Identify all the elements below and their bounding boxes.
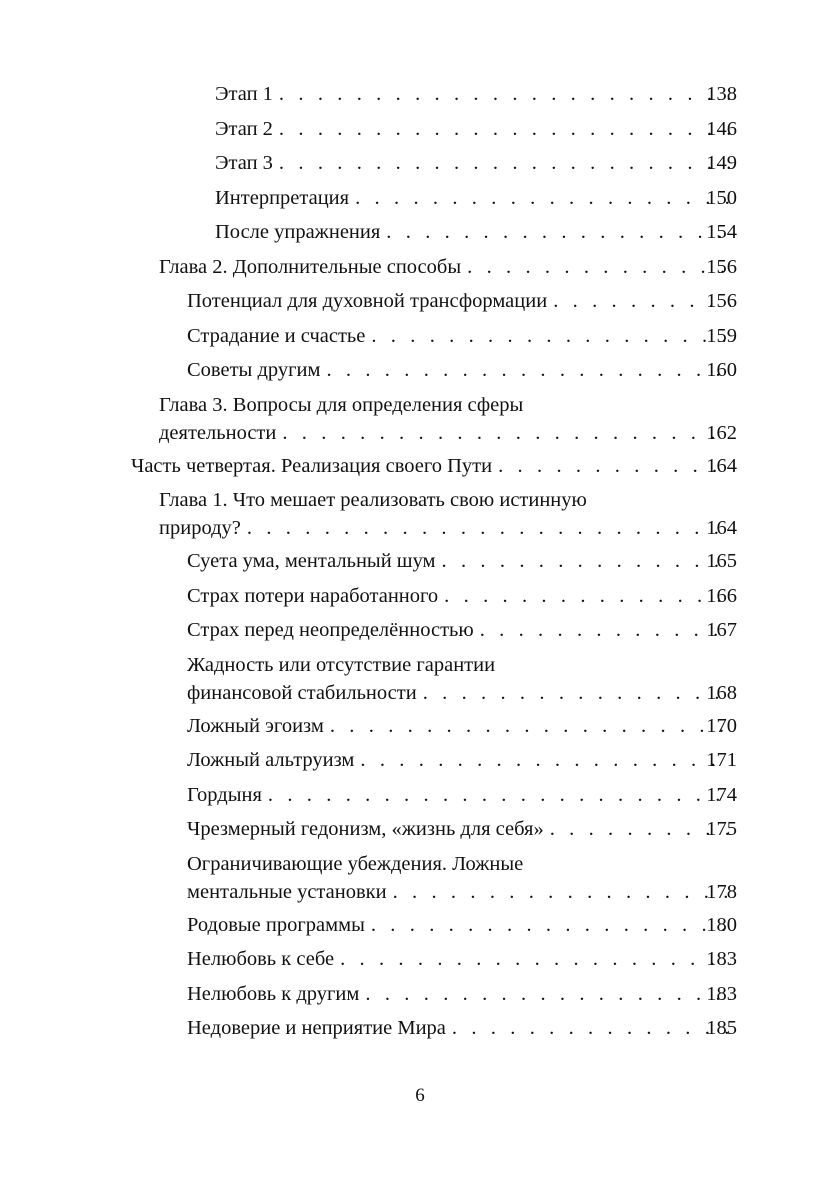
- toc-row: [131, 452, 737, 480]
- dot-leader: [360, 746, 731, 774]
- toc-entry-page: 170: [706, 714, 737, 737]
- toc-entry-title: Этап 3: [215, 152, 273, 174]
- toc-entry-page: 174: [706, 783, 737, 806]
- toc-entry-page: 150: [706, 186, 737, 209]
- toc-row: [215, 115, 737, 143]
- toc-entry-page: 164: [706, 517, 737, 539]
- dot-leader: [326, 356, 731, 384]
- toc-row: [187, 287, 737, 315]
- toc-row: [187, 547, 737, 575]
- toc-entry: [0, 582, 840, 610]
- toc-entry-line: [159, 419, 840, 447]
- dot-leader: [247, 514, 731, 542]
- dot-leader: [498, 452, 731, 480]
- toc-entry: [0, 712, 840, 740]
- toc-entry-title: Страх потери наработанного: [187, 584, 439, 607]
- toc-entry-title: Нелюбовь к другим: [187, 982, 360, 1005]
- toc-entry-page: 175: [706, 818, 737, 840]
- toc-row: [215, 184, 737, 212]
- dot-leader: [340, 945, 731, 973]
- toc-entry-title-line: Ограничивающие убеждения. Ложные: [187, 852, 524, 875]
- toc-row: [187, 781, 737, 809]
- toc-row: [187, 1014, 737, 1042]
- toc-entry-line: [187, 287, 840, 315]
- toc-entry-line: [215, 218, 840, 246]
- toc-entry-page: 183: [706, 948, 737, 970]
- toc-entry-page: 178: [706, 880, 737, 903]
- toc-entry-title: Страдание и счастье: [187, 324, 366, 347]
- toc-entry-page: 171: [706, 749, 737, 771]
- toc-entry: [0, 184, 840, 212]
- toc-entry: [0, 547, 840, 575]
- toc-entry: [0, 616, 840, 644]
- toc-row: [187, 815, 737, 843]
- toc-entry: [0, 356, 840, 384]
- toc-entry: [0, 287, 840, 315]
- toc-row: [187, 980, 737, 1008]
- toc-entry-line: [159, 514, 840, 542]
- toc-entry-title: Советы другим: [187, 359, 321, 381]
- toc-entry-line: [215, 184, 840, 212]
- dot-leader: [279, 149, 731, 177]
- toc-entry: [0, 80, 840, 108]
- toc-entry-title: Потенциал для духовной трансформации: [187, 290, 548, 312]
- toc-entry-title-line: Глава 1. Что мешает реализовать свою истинную: [159, 489, 587, 511]
- toc-entry-page: 183: [706, 982, 737, 1005]
- toc-entry: [0, 815, 840, 843]
- toc-entry: [0, 452, 840, 480]
- toc-entry-line: [159, 253, 840, 281]
- dot-leader: [279, 115, 731, 143]
- toc-entry-line: [187, 815, 840, 843]
- toc-row: [187, 356, 737, 384]
- toc-row: [187, 878, 737, 906]
- dot-leader: [365, 980, 731, 1008]
- dot-leader: [442, 547, 731, 575]
- page-number: 6: [415, 1085, 425, 1106]
- toc-entry-line: [187, 878, 840, 906]
- table-of-contents: [0, 80, 840, 1049]
- toc-entry-line: [215, 80, 840, 108]
- toc-row: [215, 149, 737, 177]
- toc-entry: [0, 850, 840, 906]
- toc-entry-page: 146: [706, 117, 737, 140]
- toc-entry-title: Часть четвертая. Реализация своего Пути: [131, 454, 493, 477]
- toc-entry-title: Этап 1: [215, 83, 273, 105]
- dot-leader: [386, 218, 731, 246]
- toc-entry-page: 180: [706, 913, 737, 936]
- toc-entry: [0, 945, 840, 973]
- toc-entry-title: Ложный эгоизм: [187, 714, 324, 737]
- toc-entry-line: [187, 712, 840, 740]
- toc-entry-line: [187, 616, 840, 644]
- toc-entry-page: 138: [706, 83, 737, 105]
- toc-entry-page: 160: [706, 359, 737, 381]
- toc-entry-title: ментальные установки: [187, 880, 387, 903]
- toc-entry-title-line: Жадность или отсутствие гарантии: [187, 653, 496, 676]
- dot-leader: [452, 1014, 731, 1042]
- toc-entry-page: 164: [706, 454, 737, 477]
- toc-entry-title-line: Глава 3. Вопросы для определения сферы: [159, 393, 524, 416]
- toc-entry-title: Ложный альтруизм: [187, 749, 355, 771]
- toc-entry-line: [215, 115, 840, 143]
- toc-entry-page: 156: [706, 255, 737, 278]
- toc-entry: [0, 391, 840, 447]
- dot-leader: [553, 287, 731, 315]
- toc-entry-page: 168: [706, 681, 737, 704]
- toc-entry-page: 166: [706, 584, 737, 607]
- toc-entry-line: [187, 582, 840, 610]
- toc-row: [215, 218, 737, 246]
- toc-entry-title: После упражнения: [215, 221, 381, 243]
- dot-leader: [393, 878, 731, 906]
- toc-entry-title: природу?: [159, 517, 241, 539]
- toc-entry-title: Этап 2: [215, 117, 273, 140]
- toc-entry: [0, 486, 840, 542]
- toc-entry: [0, 218, 840, 246]
- dot-leader: [444, 582, 731, 610]
- toc-row: [159, 514, 737, 542]
- toc-entry: [0, 911, 840, 939]
- toc-entry-line: [187, 781, 840, 809]
- toc-row: [187, 911, 737, 939]
- toc-entry-title: Недоверие и неприятие Мира: [187, 1017, 446, 1039]
- dot-leader: [371, 911, 731, 939]
- toc-row: [215, 80, 737, 108]
- toc-entry-title: Родовые программы: [187, 913, 365, 936]
- dot-leader: [550, 815, 731, 843]
- toc-entry: [0, 781, 840, 809]
- toc-row: [187, 679, 737, 707]
- toc-entry-page: 185: [706, 1017, 737, 1039]
- toc-entry: [0, 322, 840, 350]
- toc-entry-line: [187, 980, 840, 1008]
- dot-leader: [467, 253, 731, 281]
- toc-entry: [0, 1014, 840, 1042]
- toc-entry-title: Нелюбовь к себе: [187, 948, 335, 970]
- toc-entry-title: деятельности: [159, 421, 277, 444]
- dot-leader: [480, 616, 731, 644]
- toc-entry: [0, 115, 840, 143]
- dot-leader: [330, 712, 731, 740]
- toc-entry-line: [187, 679, 840, 707]
- toc-entry-line: [187, 1014, 840, 1042]
- toc-entry-title: Чрезмерный гедонизм, «жизнь для себя»: [187, 818, 544, 840]
- toc-entry-title: Суета ума, ментальный шум: [187, 550, 436, 572]
- toc-entry: [0, 980, 840, 1008]
- toc-row: [187, 616, 737, 644]
- toc-entry-line: [187, 322, 840, 350]
- dot-leader: [355, 184, 731, 212]
- toc-entry: [0, 746, 840, 774]
- toc-entry: [0, 651, 840, 707]
- toc-entry-title: Глава 2. Дополнительные способы: [159, 255, 462, 278]
- toc-row: [187, 712, 737, 740]
- toc-entry-title: финансовой стабильности: [187, 681, 417, 704]
- toc-entry-line: [187, 746, 840, 774]
- toc-row: [159, 253, 737, 281]
- toc-entry-line: [215, 149, 840, 177]
- dot-leader: [282, 419, 731, 447]
- toc-entry-line: [187, 547, 840, 575]
- toc-row: [187, 582, 737, 610]
- toc-entry-line: [187, 945, 840, 973]
- toc-entry-line: [131, 452, 840, 480]
- dot-leader: [371, 322, 731, 350]
- toc-row: [159, 419, 737, 447]
- toc-entry-title: Гордыня: [187, 783, 262, 806]
- toc-entry-title: Интерпретация: [215, 186, 350, 209]
- toc-entry-page: 165: [706, 550, 737, 572]
- toc-row: [187, 746, 737, 774]
- toc-entry-page: 156: [706, 290, 737, 312]
- dot-leader: [423, 679, 731, 707]
- toc-entry: [0, 253, 840, 281]
- toc-entry-line: [187, 356, 840, 384]
- toc-entry-page: 154: [706, 221, 737, 243]
- toc-entry-page: 159: [706, 324, 737, 347]
- dot-leader: [279, 80, 731, 108]
- toc-entry-page: 162: [706, 421, 737, 444]
- toc-row: [187, 945, 737, 973]
- toc-row: [187, 322, 737, 350]
- toc-entry-page: 149: [706, 152, 737, 174]
- toc-entry-title: Страх перед неопределённостью: [187, 619, 474, 641]
- dot-leader: [268, 781, 731, 809]
- toc-entry-page: 167: [706, 619, 737, 641]
- toc-entry: [0, 149, 840, 177]
- toc-entry-line: [187, 911, 840, 939]
